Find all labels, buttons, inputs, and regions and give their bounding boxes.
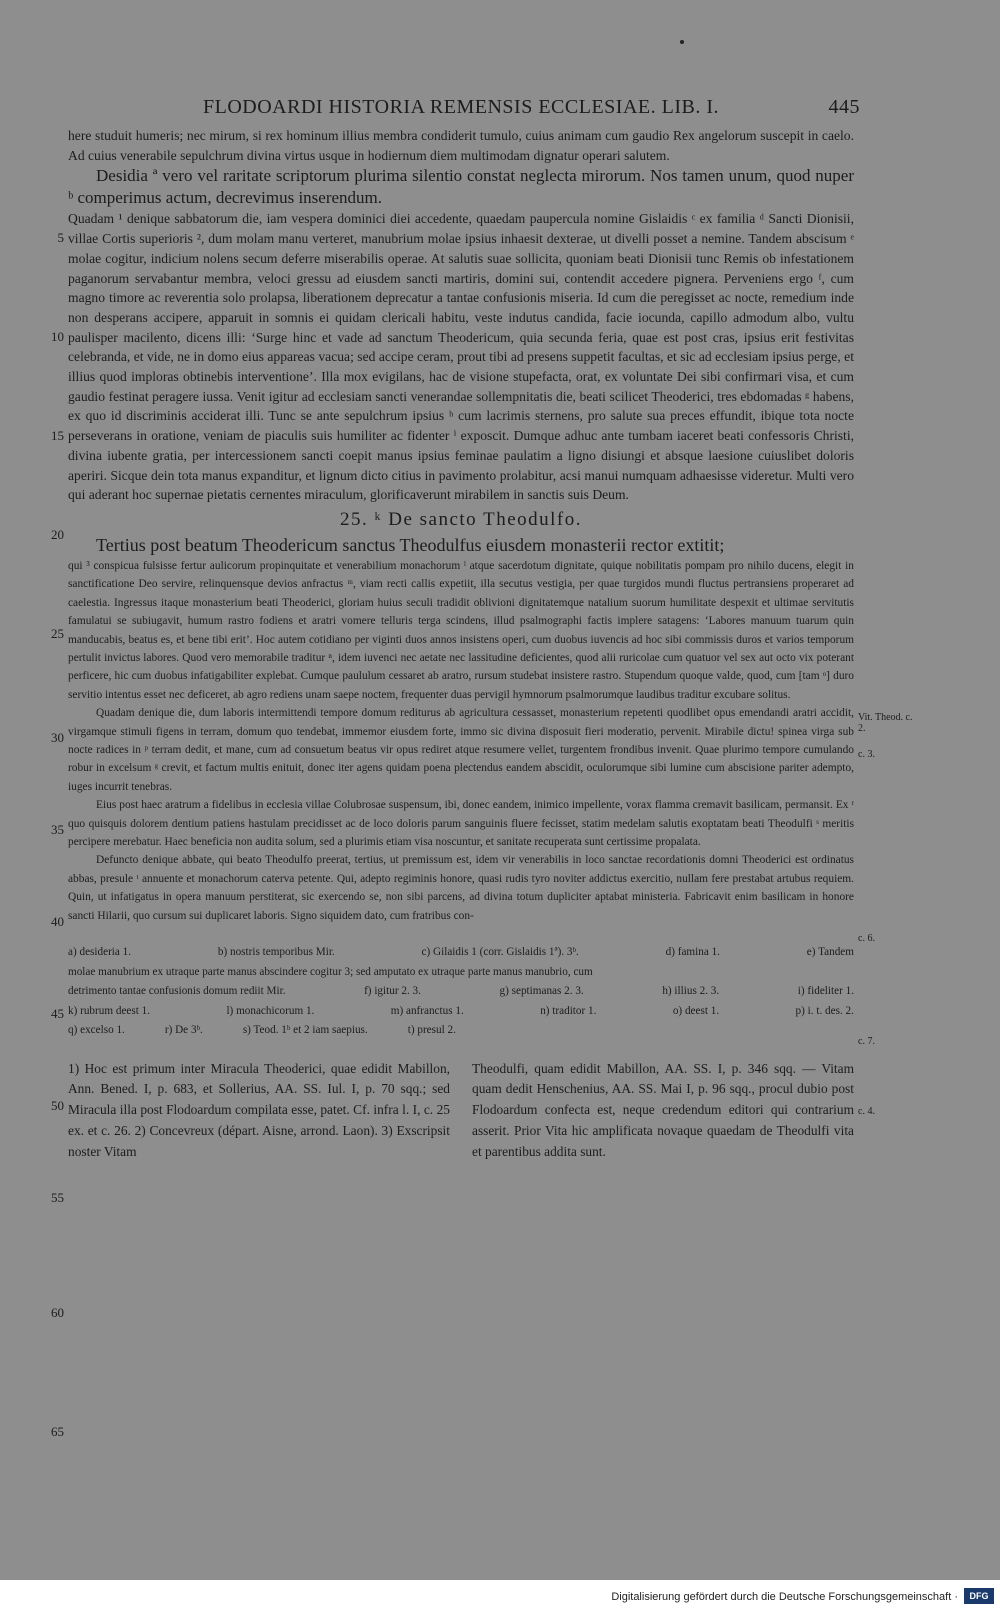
apparatus-entry: k) rubrum deest 1. [68,1004,151,1017]
apparatus-entry: s) Teod. 1ᵇ et 2 iam saepius. [242,1024,368,1037]
digitization-footer [0,1580,1000,1613]
margin-note: c. 3. [858,749,875,760]
line-number: 15 [51,428,64,443]
dfg-logo-icon: DFG [964,1588,994,1604]
line-number: 45 [51,1006,64,1021]
line-number: 50 [51,1098,64,1113]
chapter-opening: Tertius post beatum Theodericum sanctus Theodulfus eiusdem monasterii rector extitit; [96,534,725,555]
footnotes [68,1059,854,1163]
paragraph: Quadam denique die, dum laboris intermittendi tempore domum rediturus ab agricultura cessasset, monasterium repetenti quodlibet opus emendandi aratri accidit, virgamque stimuli figens in terram, domum quo tendebat, immemor eiusdem forte, immo sic divina disposuit fieri moderatio, pervenit. Mirabile dictu! spinea virga sub nocte radices in ᵖ terram dedit, et mane, cum ad consuetum beatus vir opus rediret atque resumere vellet, turgentem frondibus invenit. Quae plurimo tempore cumulando robur in excelsum ᵍ crevit, et factum multis enituit, donec iter agens quidam poena plectendus eandem abscidit, oculorumque sibi lumine cum abscisione pariter adempto, iuges incurrit tenebras. [68,707,854,793]
apparatus-entry: d) famina 1. [665,946,720,959]
apparatus-entry: a) desideria 1. [68,946,132,959]
ink-speck [680,40,684,44]
line-number: 55 [51,1190,64,1205]
paragraph: Eius post haec aratrum a fidelibus in ecclesia villae Colubrosae suspensum, ibi, donec eandem, inimico impellente, vorax flamma cremavit basilicam, permansit. Ex ʳ quo quisquis dolorem dentium patiens hastulam precidisset ac de loco doloris parum sanguinis fluere fecisset, statim medelam salutis exoptatam beati Theodulfi ˢ meritis percipere merebatur. Haec beneficia non audita solum, sed a plurimis etiam visa noscuntur, et sanitate recuperata sunt certissime propalata. [68,799,854,849]
funding-credit: Digitalisierung gefördert durch die Deutsche Forschungsgemeinschaft · [611,1591,958,1603]
footnote-column-right: Theodulfi, quam edidit Mabillon, AA. SS. I, p. 346 sqq. — Vitam quam dedit Henschenius, AA. SS. Mai I, p. 96 sqq., procul dubio post Flodoardum confecta est, neque credendum editori qui contrarium asserit. Prior Vita hic amplificata novaque quaedam de Theodulfi vita et parentibus addita sunt. [472,1060,854,1159]
line-number: 35 [51,822,64,837]
apparatus-entry: detrimento tantae confusionis domum rediit Mir. [68,985,286,998]
apparatus-entry: b) nostris temporibus Mir. [217,946,335,959]
line-number: 60 [51,1305,64,1320]
paragraph: qui ³ conspicua fulsisse fertur aulicorum propinquitate et venerabilium monachorum ˡ atque sacerdotum dignitate, quique nobilitatis pompam pro nihilo ducens, elegit in sanctificatione Deo servire, relinquensque devios anfractus ᵐ, viam recti callis expetiit, illa secutus vestigia, per quae turgidos mundi fluctus pertransiens properaret ad caelestia. Ingressus itaque monasterium beati Theoderici, gloriam huius seculi tradidit oblivioni dignitatemque natalium suorum humilitate despexit et ultimae servitutis famulatui se subiugavit, humum rastro fodiens et aratri vomere telluris terga scindens, illud psalmographi factis implere satagens: ‘Labores manuum tuarum quin manducabis, beatus es, et bene tibi erit’. Hoc autem cotidiano per viginti duos annos insistens operi, cum duobus iuvencis ad hoc sibi commissis duros et varios temporum pertulit invictus labores. Quod vero memorabile traditur ⁿ, idem iuvenci nec aetate nec lassitudine deficientes, quod alii ruricolae cum quatuor vel sex aut octo vix poterant perficere, hic cum duobus infatigabiliter explebat. Cumque paululum cessaret ab aratro, rursum studebat insistere rastro. Stupendum quoque valde, quod, cum [tam ᵒ] duro servitio intentus esset nec deficeret, ab agro rediens unam saepe noctem, frequenter duas pervigil hymnorum psalmorumque laudibus traditur excubare solitus. [68,559,854,701]
margin-note: c. 6. [858,933,875,944]
line-number: 5 [57,230,64,245]
line-number: 30 [51,730,64,745]
apparatus-entry: f) igitur 2. 3. [364,985,421,998]
apparatus-entry: r) De 3ᵇ. [164,1024,203,1037]
apparatus-entry: g) septimanas 2. 3. [499,985,584,998]
line-number: 10 [51,329,64,344]
paragraph: Defuncto denique abbate, qui beato Theodulfo preerat, tertius, ut premissum est, idem vir venerabilis in loco sanctae recordationis domni Theoderici est ordinatus abbas, presule ᵗ annuente et monachorum caterva petente. Qui, adepto regiminis honore, quasi rudis tyro noviter addictus exercitio, nullam fere prestabat artubus requiem. Quin, ut infatigatus in opera manuum perstiterat, sic exercendo se, non sibi parcens, ad divina totum dupliciter aptabat ministeria. Fabricavit enim basilicam in honore sancti Hilarii, quo cursum sui duplicaret laboris. Signo siquidem dato, cum fratribus con- [68,854,854,922]
line-number: 40 [51,914,64,929]
apparatus-entry: l) monachicorum 1. [226,1004,315,1017]
page-number: 445 [828,96,860,118]
chapter-heading: 25. ᵏ De sancto Theodulfo. [340,508,582,530]
apparatus-entry: h) illius 2. 3. [662,985,720,998]
apparatus-entry: n) traditor 1. [540,1004,597,1017]
running-header [68,96,860,126]
line-number: 65 [51,1424,64,1439]
apparatus-entry: t) presul 2. [407,1024,456,1037]
margin-note: c. 4. [858,1106,875,1117]
critical-apparatus [68,943,854,1041]
paragraph-lead: Desidia ª vero vel raritate scriptorum plurima silentio constat neglecta mirorum. Nos tamen unum, quod nuper ᵇ comperimus actum, decrevimus inserendum. [68,166,854,208]
footnote-column-left: 1) Hoc est primum inter Miracula Theoderici, quae edidit Mabillon, Ann. Bened. I, p. 683, et Sollerius, AA. SS. Iul. I, p. 70 sqq.; sed Miracula illa post Flodoardum compilata esse, patet. Cf. infra l. I, c. 25 ex. et c. 26. 2) Concevreux (départ. Aisne, arrond. Laon). 3) Exscripsit noster Vitam [68,1060,450,1159]
margin-note: Vit. Theod. c. 2. [858,712,913,734]
apparatus-line [68,982,854,1002]
apparatus-line [68,943,854,963]
apparatus-entry: i) fideliter 1. [797,985,854,998]
margin-note: c. 7. [858,1036,875,1047]
apparatus-line [68,1021,854,1041]
line-number: 20 [51,527,64,542]
paragraph: Quadam ¹ denique sabbatorum die, iam vespera dominici diei accedente, quaedam paupercula nomine Gislaidis ᶜ ex familia ᵈ Sancti Dionisii, villae Cortis superioris ², dum molam manu verteret, manubrium molae ipsius inhaesit dexterae, ut divelli posset a nemine. Tandem abscisum ᵉ molae cogitur, indicium nolens secum deferre miserabilis operae. At salutis suae sollicita, quoniam beati Dionisii tunc Remis ob infestationem paganorum servabantur membra, veloci gressu ad eiusdem sancti martiris, domini sui, contendit accedere pignera. Perveniens ergo ᶠ, cum magno timore ac reverentia solo prolapsa, liberationem deprecatur a tantae confusionis miseria. Id cum die peregisset ac nocte, remedium inde non desperans accipere, apparuit in somnis ei quidam clericali habitu, veste indutus candida, facie iocunda, capillo admodum albo, vultu paulisper macilento, dicens illi: ‘Surge hinc et vade ad sanctum Theodericum, quia secunda feria, quae est post cras, ipsius erit festivitas celebranda, et vide, ne in domo eius appareas vacua; sed accipe ceram, prout tibi ad presens suppetit facultas, et sic ad ecclesiam ipsius perge, et illius quod imploras obtinebis interventione’. Illa mox evigilans, hac de visione stupefacta, orat, ex voluntate Dei sibi confirmari visa, et cum gaudio festinat peragere iussa. Venit igitur ad ecclesiam sancti venerandae sollempnitatis die, beati scilicet Theoderici, tres ebdomadas ᵍ habens, ex quo id discriminis acciderat illi. Tunc se ante sepulchrum ipsius ʰ cum lacrimis sternens, pro salute sua preces effundit, ibique tota nocte perseverans in oratione, veniam de piaculis suis humiliter ac fidenter ⁱ exposcit. Dumque adhuc ante tumbam iaceret beati confessoris Christi, divina iubente gratia, per intercessionem sancti coepit manus ipsius feminae paulatim a ligno disiungi et absque laesione cuiuslibet doloris aperiri. Sicque dein tota manus expanditur, et lignum dicto citius in pavimento prolabitur, acsi manui numquam adhaesisse videretur. Multi vero qui aderant hoc supernae pietatis cernentes miraculum, glorificaverunt mirabilem in sanctis suis Deum. [68,211,854,503]
apparatus-entry: o) deest 1. [672,1004,720,1017]
line-number: 25 [51,626,64,641]
apparatus-entry: p) i. t. des. 2. [795,1004,854,1017]
paragraph: here studuit humeris; nec mirum, si rex hominum illius membra condiderit tumulo, cuius animam cum gaudio Rex angelorum suscepit in caelo. Ad cuius venerabile sepulchrum divina virtus usque in hodiernum diem multimodam dignatur operari salutem. [68,128,854,163]
apparatus-line [68,1002,854,1022]
apparatus-entry: molae manubrium ex utraque parte manus abscindere cogitur 3; sed amputato ex utraque parte manus manubrio, cum [68,965,593,978]
apparatus-entry: e) Tandem [806,946,854,959]
apparatus-entry: m) anfranctus 1. [390,1004,464,1017]
apparatus-line [68,963,854,983]
apparatus-entry: c) Gilaidis 1 (corr. Gislaidis 1ª). 3ᵇ. [421,946,579,959]
page-body [51,96,913,1439]
running-title: FLODOARDI HISTORIA REMENSIS ECCLESIAE. LIB. I. [203,96,719,118]
apparatus-entry: q) excelso 1. [68,1024,125,1037]
